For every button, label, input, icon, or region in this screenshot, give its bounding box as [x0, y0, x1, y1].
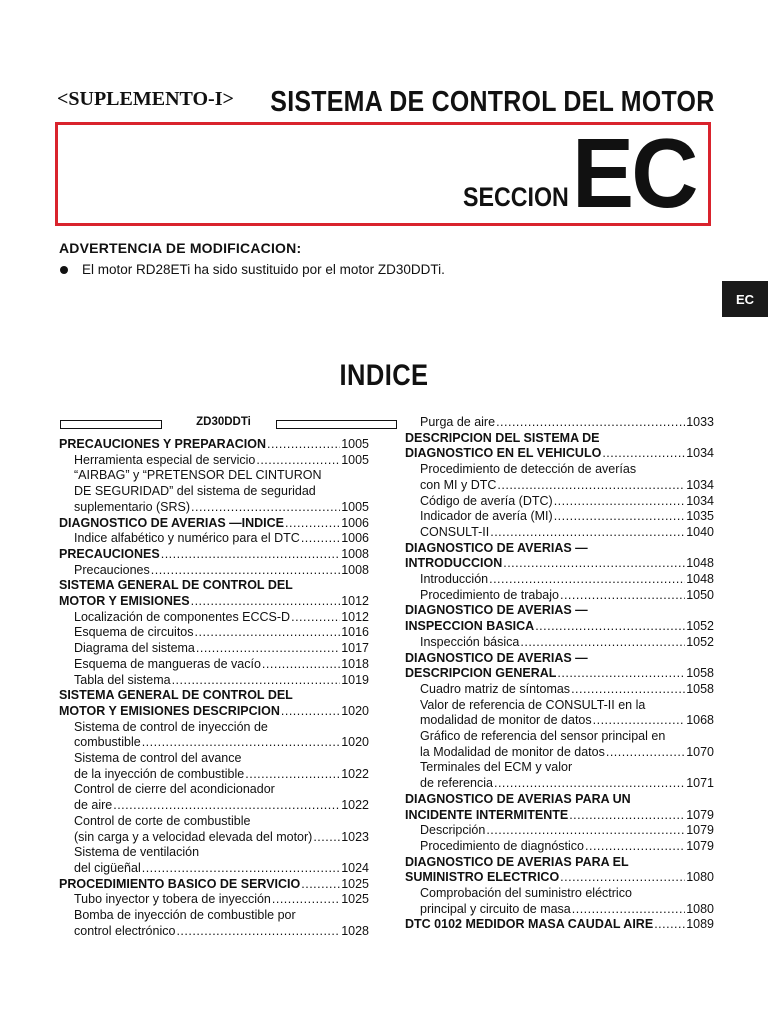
index-entry[interactable] — [74, 453, 369, 468]
dot-leader — [585, 839, 685, 854]
index-entry-label: combustible — [74, 735, 141, 750]
index-entry[interactable] — [74, 751, 369, 766]
dot-leader — [503, 556, 685, 571]
dot-leader — [571, 682, 685, 697]
index-entry-label: DIAGNOSTICO DE AVERIAS — — [405, 650, 588, 665]
index-entry[interactable] — [420, 478, 714, 493]
dot-leader — [569, 808, 685, 823]
dot-leader — [654, 917, 685, 932]
index-entry-label: INCIDENTE INTERMITENTE — [405, 807, 569, 822]
index-entry[interactable] — [420, 572, 714, 587]
index-entry-page: 1020 — [341, 735, 369, 750]
index-entry-label: PROCEDIMIENTO BASICO DE SERVICIO — [59, 876, 301, 891]
index-entry[interactable] — [420, 682, 714, 697]
index-entry-label: Descripción — [420, 823, 486, 838]
dot-leader — [176, 924, 340, 939]
index-entry-page: 1068 — [686, 713, 714, 728]
index-entry-page: 1012 — [341, 609, 369, 624]
dot-leader — [489, 572, 685, 587]
index-entry-label: DIAGNOSTICO DE AVERIAS PARA EL — [405, 854, 629, 869]
index-entry[interactable] — [74, 924, 369, 939]
index-entry-label: Valor de referencia de CONSULT-II en la — [420, 697, 646, 712]
index-entry-label: DESCRIPCION GENERAL — [405, 666, 557, 681]
page-title: SISTEMA DE CONTROL DEL MOTOR — [269, 86, 714, 118]
dot-leader — [172, 673, 341, 688]
index-entry[interactable] — [74, 484, 369, 499]
index-entry[interactable] — [74, 892, 369, 907]
dot-leader — [520, 635, 685, 650]
index-entry-label: Procedimiento de diagnóstico — [420, 838, 584, 853]
dot-leader — [486, 823, 685, 838]
index-entry[interactable] — [74, 830, 369, 845]
dot-leader — [113, 798, 340, 813]
index-entry-label: control electrónico — [74, 923, 176, 938]
section-word: SECCION — [463, 182, 569, 212]
index-entry-page: 1079 — [686, 823, 714, 838]
index-entry-label: MOTOR Y EMISIONES DESCRIPCION — [59, 703, 280, 718]
index-entry[interactable] — [405, 651, 714, 666]
index-entry-page: 1028 — [341, 923, 369, 938]
index-entry-page: 1019 — [341, 672, 369, 687]
index-entry[interactable] — [405, 808, 714, 823]
index-entry-page: 1070 — [686, 744, 714, 759]
index-entry-label: Tubo inyector y tobera de inyección — [74, 892, 271, 907]
index-entry[interactable] — [74, 657, 369, 672]
index-entry[interactable] — [59, 516, 369, 531]
index-entry[interactable] — [74, 782, 369, 797]
index-entry-page: 1048 — [686, 556, 714, 571]
index-entry-page: 1022 — [341, 798, 369, 813]
index-entry-page: 1033 — [686, 415, 714, 429]
index-entry[interactable] — [59, 688, 369, 703]
index-entry-label: Indice alfabético y numérico para el DTC — [74, 531, 300, 546]
dot-leader — [262, 657, 340, 672]
index-entry[interactable] — [59, 594, 369, 609]
index-entry-label: Gráfico de referencia del sensor principal en — [420, 729, 666, 743]
dot-leader — [142, 861, 340, 876]
index-entry[interactable] — [405, 431, 714, 446]
index-entry[interactable] — [74, 468, 369, 483]
index-entry[interactable] — [420, 886, 714, 901]
index-entry[interactable] — [74, 673, 369, 688]
index-entry-page: 1080 — [686, 870, 714, 885]
dot-leader — [191, 500, 340, 515]
index-entry-label: Localización de componentes ECCS-D — [74, 609, 291, 624]
index-entry[interactable] — [59, 578, 369, 593]
dot-leader — [196, 641, 340, 656]
index-entry-page: 1058 — [686, 681, 714, 696]
index-entry-page: 1034 — [686, 477, 714, 492]
dot-leader — [496, 415, 685, 430]
warning-title: ADVERTENCIA DE MODIFICACION: — [59, 240, 302, 256]
index-entry[interactable] — [405, 855, 714, 870]
index-entry[interactable] — [74, 500, 369, 515]
index-entry-label: Procedimiento de trabajo — [420, 587, 559, 602]
dot-leader — [142, 735, 340, 750]
index-entry[interactable] — [74, 861, 369, 876]
index-entry-label: principal y circuito de masa — [420, 901, 571, 916]
index-entry-page: 1005 — [341, 499, 369, 514]
index-entry-label: DE SEGURIDAD” del sistema de seguridad — [74, 484, 316, 499]
index-entry-page: 1017 — [341, 641, 369, 656]
index-entry-label: Control de cierre del acondicionador — [74, 782, 275, 797]
index-entry[interactable] — [59, 547, 369, 562]
index-entry-label: MOTOR Y EMISIONES — [59, 594, 190, 608]
index-entry-page: 1079 — [686, 807, 714, 822]
dot-leader — [161, 547, 340, 562]
index-entry[interactable] — [59, 877, 369, 892]
dot-leader — [602, 446, 685, 461]
index-entry-label: Terminales del ECM y valor — [420, 760, 573, 775]
index-entry-label: Introducción — [420, 572, 489, 586]
index-entry-page: 1006 — [341, 515, 369, 530]
index-entry[interactable] — [420, 776, 714, 791]
dot-leader — [560, 870, 685, 885]
index-entry[interactable] — [74, 563, 369, 578]
index-entry-page: 1023 — [341, 829, 369, 844]
dot-leader — [494, 776, 685, 791]
dot-leader — [606, 745, 685, 760]
index-entry-page: 1006 — [341, 531, 369, 546]
index-entry-label: CONSULT-II — [420, 524, 490, 539]
dot-leader — [195, 625, 341, 640]
index-entry-page: 1005 — [341, 452, 369, 467]
index-entry-label: PRECAUCIONES Y PREPARACION — [59, 437, 266, 451]
section-side-tab[interactable]: EC — [722, 281, 768, 317]
index-entry[interactable] — [405, 603, 714, 618]
index-entry[interactable] — [74, 531, 369, 546]
index-entry-label: SISTEMA GENERAL DE CONTROL DEL — [59, 688, 293, 703]
index-entry-page: 1018 — [341, 656, 369, 671]
dot-leader — [497, 478, 685, 493]
index-entry-label: de aire — [74, 798, 113, 813]
index-entry-page: 1080 — [686, 901, 714, 916]
index-entry-page: 1079 — [686, 838, 714, 853]
index-title: INDICE — [339, 359, 429, 392]
index-entry[interactable] — [420, 902, 714, 917]
index-entry[interactable] — [420, 494, 714, 509]
index-entry-label: suplementario (SRS) — [74, 499, 191, 514]
index-entry[interactable] — [420, 713, 714, 728]
dot-leader — [572, 902, 685, 917]
index-entry[interactable] — [420, 745, 714, 760]
index-entry-page: 1050 — [686, 587, 714, 602]
index-entry-page: 1034 — [686, 493, 714, 508]
index-entry-label: Precauciones — [74, 562, 150, 577]
index-entry[interactable] — [405, 619, 714, 634]
index-entry-label: Indicador de avería (MI) — [420, 509, 553, 524]
index-entry[interactable] — [74, 798, 369, 813]
index-entry[interactable] — [420, 525, 714, 540]
index-entry-label: DESCRIPCION DEL SISTEMA DE — [405, 430, 600, 445]
engine-header-label: ZD30DDTi — [196, 416, 251, 428]
index-entry[interactable] — [420, 588, 714, 603]
index-entry-label: Sistema de control del avance — [74, 751, 242, 765]
index-entry-label: (sin carga y a velocidad elevada del motor) — [74, 829, 313, 844]
dot-leader — [560, 588, 685, 603]
index-entry-label: Inspección básica — [420, 634, 520, 649]
dot-leader — [301, 531, 340, 546]
index-entry-label: Sistema de ventilación — [74, 845, 200, 860]
index-entry-label: Tabla del sistema — [74, 672, 171, 687]
index-entry[interactable] — [59, 704, 369, 719]
index-entry[interactable] — [405, 446, 714, 461]
bullet-icon — [60, 266, 68, 274]
index-entry-label: modalidad de monitor de datos — [420, 713, 592, 728]
index-entry[interactable] — [420, 698, 714, 713]
index-entry-page: 1012 — [341, 594, 369, 608]
index-entry-page: 1008 — [341, 562, 369, 577]
index-entry[interactable] — [405, 666, 714, 681]
index-entry-label: la Modalidad de monitor de datos — [420, 744, 605, 759]
index-entry[interactable] — [420, 415, 714, 430]
dot-leader — [535, 619, 685, 634]
index-entry[interactable] — [74, 908, 369, 923]
index-entry-label: Esquema de circuitos — [74, 625, 194, 640]
index-entry-page: 1034 — [686, 446, 714, 461]
index-entry[interactable] — [420, 462, 714, 477]
supplement-label: <SUPLEMENTO-I> — [57, 88, 234, 110]
warning-item — [59, 262, 445, 277]
engine-header — [59, 416, 398, 432]
index-entry[interactable] — [74, 625, 369, 640]
index-entry-page: 1024 — [341, 860, 369, 875]
index-entry-label: Diagrama del sistema — [74, 641, 195, 656]
index-entry-page: 1058 — [686, 666, 714, 681]
index-entry-label: DIAGNOSTICO DE AVERIAS PARA UN — [405, 791, 631, 806]
index-entry[interactable] — [74, 845, 369, 860]
index-entry-label: DIAGNOSTICO DE AVERIAS — — [405, 603, 588, 618]
index-entry[interactable] — [405, 792, 714, 807]
index-entry[interactable] — [74, 767, 369, 782]
index-entry-label: Purga de aire — [420, 415, 496, 429]
index-entry-label: Bomba de inyección de combustible por — [74, 908, 296, 922]
index-entry-label: con MI y DTC — [420, 477, 497, 492]
index-entry[interactable] — [420, 823, 714, 838]
index-entry[interactable] — [74, 735, 369, 750]
index-entry[interactable] — [405, 870, 714, 885]
index-entry-page: 1052 — [686, 619, 714, 634]
index-entry[interactable] — [74, 814, 369, 829]
index-entry-label: Cuadro matriz de síntomas — [420, 681, 571, 696]
index-entry-label: Sistema de control de inyección de — [74, 719, 268, 734]
index-entry[interactable] — [420, 839, 714, 854]
index-entry-label: Control de corte de combustible — [74, 813, 251, 828]
dot-leader — [191, 594, 341, 609]
index-entry-label: del cigüeñal — [74, 860, 141, 875]
index-entry-page: 1016 — [341, 625, 369, 640]
index-entry[interactable] — [420, 635, 714, 650]
dot-leader — [554, 509, 685, 524]
index-entry-page: 1025 — [341, 892, 369, 907]
dot-leader — [301, 877, 340, 892]
index-entry-label: DIAGNOSTICO EN EL VEHICULO — [405, 446, 602, 461]
dot-leader — [267, 437, 340, 452]
index-entry-page: 1005 — [341, 437, 369, 451]
index-entry-label: Código de avería (DTC) — [420, 493, 553, 508]
index-entry-page: 1008 — [341, 546, 369, 561]
index-entry-label: DIAGNOSTICO DE AVERIAS — — [405, 540, 588, 555]
dot-leader — [593, 713, 686, 728]
index-entry-page: 1022 — [341, 766, 369, 781]
index-entry[interactable] — [405, 541, 714, 556]
index-entry-label: SUMINISTRO ELECTRICO — [405, 870, 560, 885]
index-entry-label: Herramienta especial de servicio — [74, 452, 256, 467]
index-entry-label: DIAGNOSTICO DE AVERIAS —INDICE — [59, 515, 285, 530]
dot-leader — [490, 525, 685, 540]
index-entry-label: DTC 0102 MEDIDOR MASA CAUDAL AIRE — [405, 917, 654, 932]
index-entry-page: 1040 — [686, 524, 714, 539]
index-entry-label: de referencia — [420, 776, 493, 791]
index-entry-page: 1025 — [341, 876, 369, 891]
index-entry-label: INSPECCION BASICA — [405, 619, 535, 634]
index-entry-label: de la inyección de combustible — [74, 766, 245, 781]
index-entry-label: INTRODUCCION — [405, 556, 503, 571]
index-entry-page: 1035 — [686, 509, 714, 524]
dot-leader — [272, 892, 340, 907]
index-entry[interactable] — [420, 729, 714, 744]
index-entry[interactable] — [59, 437, 369, 452]
index-entry-label: SISTEMA GENERAL DE CONTROL DEL — [59, 578, 293, 593]
index-entry[interactable] — [74, 641, 369, 656]
index-entry[interactable] — [405, 917, 714, 932]
dot-leader — [313, 830, 340, 845]
dot-leader — [557, 666, 685, 681]
index-entry[interactable] — [405, 556, 714, 571]
index-entry-page: 1020 — [341, 703, 369, 718]
index-entry-page: 1052 — [686, 634, 714, 649]
dot-leader — [256, 453, 340, 468]
index-entry-label: Comprobación del suministro eléctrico — [420, 886, 632, 900]
index-entry-page: 1048 — [686, 572, 714, 586]
dot-leader — [291, 610, 340, 625]
index-entry[interactable] — [74, 720, 369, 735]
index-entry[interactable] — [420, 760, 714, 775]
index-entry-label: PRECAUCIONES — [59, 546, 160, 561]
index-entry-label: Procedimiento de detección de averías — [420, 462, 637, 477]
index-entry-page: 1071 — [686, 776, 714, 791]
index-entry-page: 1089 — [686, 917, 714, 932]
index-entry[interactable] — [420, 509, 714, 524]
index-entry-label: “AIRBAG” y “PRETENSOR DEL CINTURON — [74, 468, 322, 483]
index-entry[interactable] — [74, 610, 369, 625]
dot-leader — [151, 563, 340, 578]
warning-text: El motor RD28ETi ha sido sustituido por el motor ZD30DDTi. — [82, 262, 445, 277]
dot-leader — [554, 494, 685, 509]
dot-leader — [281, 704, 340, 719]
dot-leader — [285, 516, 340, 531]
dot-leader — [245, 767, 340, 782]
index-entry-label: Esquema de mangueras de vacío — [74, 656, 261, 671]
section-code: EC — [572, 118, 696, 228]
